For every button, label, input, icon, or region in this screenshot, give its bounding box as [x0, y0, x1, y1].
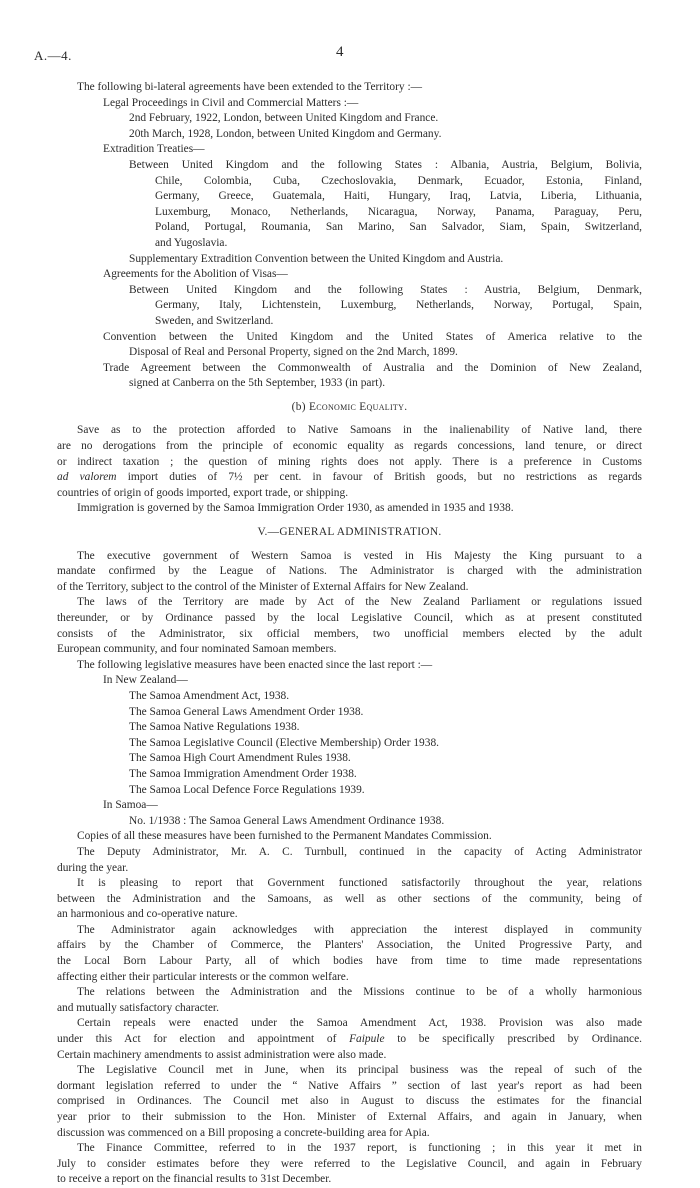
repeals-line: Certain machinery amendments to assist administration were also made. — [57, 1048, 387, 1061]
extradition-line: Between United Kingdom and the following States : Albania, Austria, Belgium, Bolivia, — [129, 158, 642, 171]
samoa-measure: No. 1/1938 : The Samoa General Laws Amendment Ordinance 1938. — [129, 814, 445, 827]
deputy-line: during the year. — [57, 861, 129, 874]
pleasing-line: between the Administration and the Samoans, as well as other sections of the community, being of — [57, 892, 642, 905]
pleasing-line: It is pleasing to report that Government functioned satisfactorily throughout the year, relations — [77, 877, 642, 890]
trade-agreement-line: signed at Canberra on the 5th September, 1933 (in part). — [129, 377, 386, 390]
economic-para-line: ad valorem import duties of 7½ per cent. in favour of British goods, but no restrictions as regards — [57, 471, 642, 484]
economic-para-line: are no derogations from the principle of economic equality as regards concessions, land tenure, or direct — [57, 440, 642, 453]
finance-line: The Finance Committee, referred to in the 1937 report, is functioning ; in this year it met in — [77, 1142, 642, 1155]
faipule-italic: Faipule — [349, 1033, 385, 1046]
visas-line: Sweden, and Switzerland. — [155, 314, 274, 327]
visas-heading: Agreements for the Abolition of Visas— — [103, 268, 288, 281]
laws-line: thereunder, or by Ordinance passed by the local Legislative Council, which as at present constituted — [57, 612, 642, 624]
exec-line: The executive government of Western Samoa is vested in His Majesty the King pursuant to a — [77, 549, 642, 562]
visas-line: Between United Kingdom and the following States : Austria, Belgium, Denmark, — [129, 283, 642, 296]
extradition-line: Chile, Colombia, Cuba, Czechoslovakia, Denmark, Ecuador, Estonia, Finland, — [155, 174, 642, 187]
ad-valorem-italic: ad valorem — [57, 471, 117, 484]
page-number: 4 — [336, 44, 344, 60]
convention-line: Disposal of Real and Personal Property, signed on the 2nd March, 1899. — [129, 346, 458, 359]
acknowledges-line: affairs by the Chamber of Commerce, the Planters' Association, the United Progressive Party, and — [57, 939, 642, 952]
missions-line: The relations between the Administration and the Missions continue to be of a wholly harmonious — [77, 986, 642, 999]
nz-measure: The Samoa Immigration Amendment Order 1938. — [129, 767, 357, 780]
measures-intro: The following legislative measures have been enacted since the last report :— — [77, 658, 433, 671]
section-title: Economic Equality. — [309, 400, 408, 413]
exec-line: mandate confirmed by the League of Nations. The Administrator is charged with the administration — [57, 565, 642, 578]
economic-para-line: or indirect taxation ; the question of mining rights does not apply. There is a preference in Customs — [57, 455, 642, 468]
council-line: year prior to their submission to the Hon. Minister of External Affairs, and again in January, when — [57, 1111, 642, 1123]
nz-measure: The Samoa General Laws Amendment Order 1938. — [129, 705, 364, 718]
extradition-heading: Extradition Treaties— — [103, 143, 205, 156]
visas-line: Germany, Italy, Lichtenstein, Luxemburg, Netherlands, Norway, Portugal, Spain, — [155, 299, 642, 312]
nz-measure: The Samoa High Court Amendment Rules 1938. — [129, 752, 351, 765]
convention-line: Convention between the United Kingdom and the United States of America relative to the — [103, 330, 642, 343]
general-administration-heading: V.—GENERAL ADMINISTRATION. — [257, 526, 442, 539]
council-line: discussion was commenced on a Bill proposing a concrete-building area for Apia. — [57, 1126, 430, 1139]
extradition-line: Germany, Greece, Guatemala, Haiti, Hungary, Iraq, Latvia, Liberia, Lithuania, — [155, 190, 642, 203]
trade-agreement-line: Trade Agreement between the Commonwealth of Australia and the Dominion of New Zealand, — [103, 361, 642, 374]
deputy-line: The Deputy Administrator, Mr. A. C. Turnbull, continued in the capacity of Acting Administrator — [77, 845, 642, 858]
immigration-line: Immigration is governed by the Samoa Immigration Order 1930, as amended in 1935 and 1938. — [77, 502, 514, 515]
supplementary-convention: Supplementary Extradition Convention between the United Kingdom and Austria. — [129, 252, 504, 265]
legal-item: 2nd February, 1922, London, between United Kingdom and France. — [129, 112, 439, 125]
pleasing-line: an harmonious and co-operative nature. — [57, 908, 238, 921]
exec-line: of the Territory, subject to the control of the Minister of External Affairs for New Zealand. — [57, 580, 469, 593]
nz-measure: The Samoa Legislative Council (Elective Membership) Order 1938. — [129, 736, 439, 749]
copies-line: Copies of all these measures have been furnished to the Permanent Mandates Commission. — [77, 830, 492, 843]
extradition-line: Poland, Portugal, Roumania, San Marino, San Salvador, Siam, Spain, Switzerland, — [155, 221, 642, 234]
finance-line: to receive a report on the financial results to 31st December. — [57, 1173, 332, 1186]
laws-line: The laws of the Territory are made by Act of the New Zealand Parliament or regulations issued — [77, 596, 642, 609]
missions-line: and mutually satisfactory character. — [57, 1001, 219, 1014]
economic-para-line: Save as to the protection afforded to Native Samoans in the inalienability of Native land, there — [77, 424, 642, 437]
acknowledges-line: affecting either their particular interests or the common welfare. — [57, 970, 349, 983]
nz-measure: The Samoa Amendment Act, 1938. — [129, 689, 290, 702]
laws-line: consists of the Administrator, six official members, two unofficial members elected by the adult — [57, 627, 642, 640]
nz-measure: The Samoa Local Defence Force Regulations 1939. — [129, 783, 365, 796]
nz-heading: In New Zealand— — [103, 674, 188, 687]
extradition-line: and Yugoslavia. — [155, 236, 228, 249]
repeals-line: Certain repeals were enacted under the Samoa Amendment Act, 1938. Provision was also made — [77, 1017, 642, 1030]
economic-equality-heading — [57, 400, 642, 416]
nz-measure: The Samoa Native Regulations 1938. — [129, 721, 300, 734]
economic-para-line: countries of origin of goods imported, export trade, or shipping. — [57, 486, 349, 499]
document-reference: A.—4. — [34, 48, 72, 63]
legal-proceedings-heading: Legal Proceedings in Civil and Commercial Matters :— — [103, 96, 359, 109]
extradition-line: Luxemburg, Monaco, Netherlands, Nicaragua, Norway, Panama, Paraguay, Peru, — [155, 205, 642, 218]
council-line: dormant legislation referred to under the “ Native Affairs ” section of last year's report as had been — [57, 1079, 642, 1092]
acknowledges-line: the Local Born Labour Party, all of which bodies have from time to time made representations — [57, 955, 642, 968]
page-body — [57, 80, 642, 1188]
council-line: comprised in Ordinances. The Council met also in August to discuss the estimates for the financial — [57, 1095, 642, 1108]
finance-line: July to consider estimates before they were referred to the Legislative Council, and again in February — [57, 1157, 642, 1170]
repeals-line: under this Act for election and appointment of Faipule to be specifically prescribed by Ordinance. — [57, 1033, 642, 1046]
acknowledges-line: The Administrator again acknowledges with appreciation the interest displayed in community — [77, 923, 642, 936]
agreements-intro: The following bi-lateral agreements have been extended to the Territory :— — [77, 81, 423, 93]
section-label: (b) — [291, 400, 306, 413]
legal-item: 20th March, 1928, London, between United Kingdom and Germany. — [129, 127, 442, 140]
samoa-heading: In Samoa— — [103, 799, 158, 812]
council-line: The Legislative Council met in June, when its principal business was the repeal of such of the — [77, 1064, 642, 1077]
laws-line: European community, and four nominated Samoan members. — [57, 643, 337, 656]
